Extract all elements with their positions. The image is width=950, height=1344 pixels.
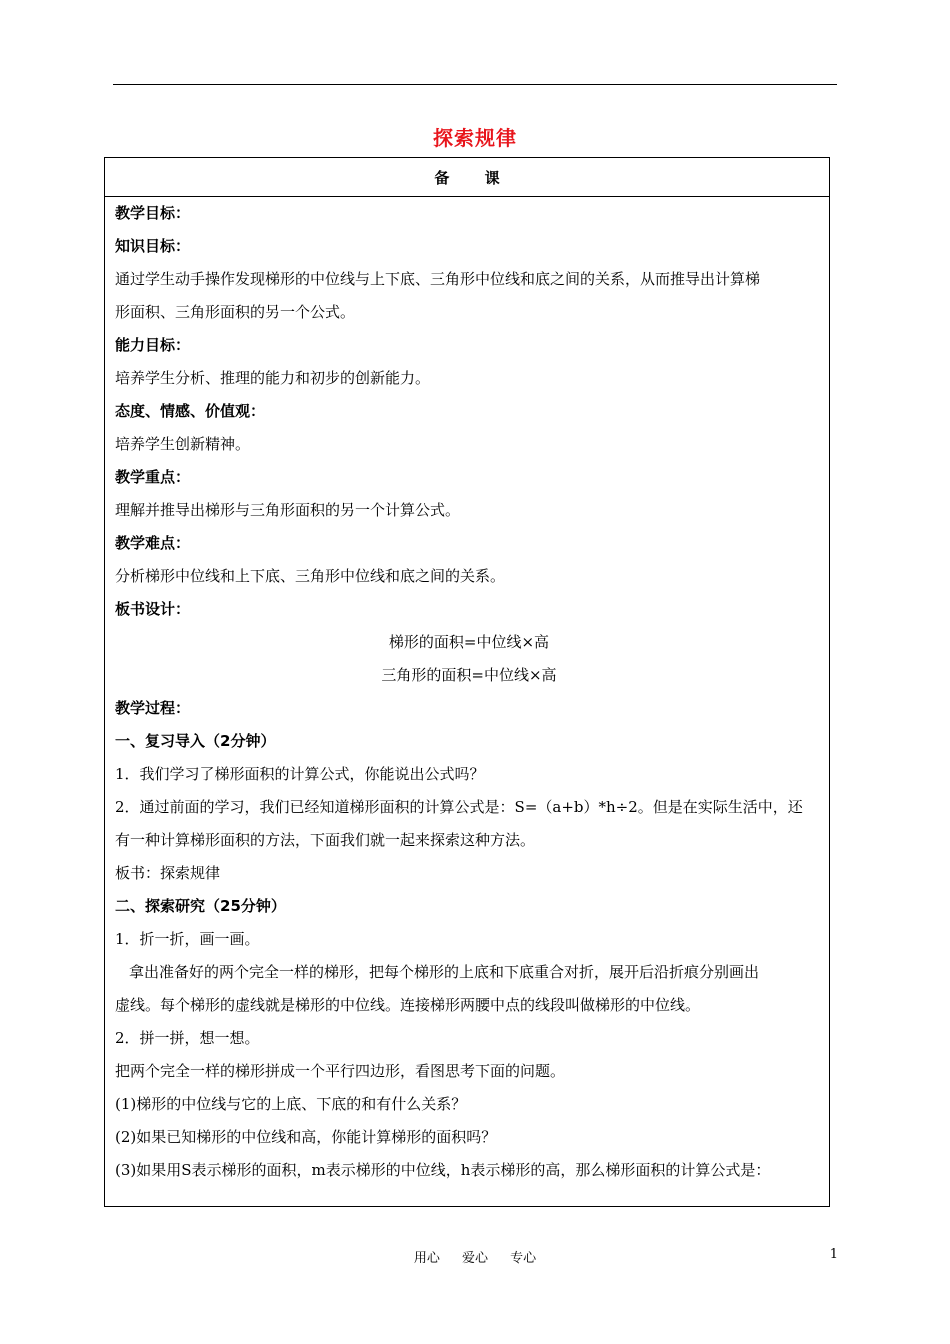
content-line: 虚线。每个梯形的虚线就是梯形的中位线。连接梯形两腰中点的线段叫做梯形的中位线。	[115, 996, 701, 1014]
content-line: 形面积、三角形面积的另一个公式。	[115, 303, 356, 321]
content-line: 有一种计算梯形面积的方法，下面我们就一起来探索这种方法。	[115, 831, 536, 849]
content-line: 拿出准备好的两个完全一样的梯形，把每个梯形的上底和下底重合对折，展开后沿折痕分别画出	[129, 963, 760, 981]
section-heading: 一、复习导入（2分钟）	[115, 732, 276, 750]
page-number: 1	[829, 1247, 838, 1262]
content-line: 培养学生分析、推理的能力和初步的创新能力。	[115, 369, 431, 387]
section-heading: 二、探索研究（25分钟）	[115, 897, 286, 915]
lesson-content	[105, 197, 829, 1187]
section-heading: 知识目标：	[115, 237, 191, 255]
content-line: (2)如果已知梯形的中位线和高，你能计算梯形的面积吗？	[115, 1128, 497, 1146]
content-line: 分析梯形中位线和上下底、三角形中位线和底之间的关系。	[115, 567, 506, 585]
section-heading: 能力目标：	[115, 336, 191, 354]
page-footer: 用心 爱心 专心	[413, 1251, 537, 1266]
content-line: 梯形的面积=中位线×高	[388, 633, 550, 651]
header-rule	[113, 84, 837, 85]
content-line: (3)如果用S表示梯形的面积，m表示梯形的中位线，h表示梯形的高，那么梯形面积的计算公式是：	[115, 1161, 771, 1179]
section-heading: 教学重点：	[115, 468, 191, 486]
content-line: 1．我们学习了梯形面积的计算公式，你能说出公式吗？	[115, 765, 485, 783]
content-line: 通过学生动手操作发现梯形的中位线与上下底、三角形中位线和底之间的关系，从而推导出计算梯	[115, 270, 761, 288]
document-title: 探索规律	[433, 126, 517, 150]
content-line: 理解并推导出梯形与三角形面积的另一个计算公式。	[115, 501, 461, 519]
content-line: 2．拼一拼，想一想。	[115, 1029, 260, 1047]
content-line: 1．折一折，画一画。	[115, 930, 260, 948]
content-line: 把两个完全一样的梯形拼成一个平行四边形，看图思考下面的问题。	[115, 1062, 566, 1080]
content-line: 培养学生创新精神。	[115, 435, 251, 453]
section-heading: 态度、情感、价值观：	[115, 402, 266, 420]
section-heading: 教学难点：	[115, 534, 191, 552]
content-line: 三角形的面积=中位线×高	[381, 666, 557, 684]
table-header: 备 课	[105, 158, 829, 197]
section-heading: 教学目标：	[115, 204, 191, 222]
content-line: 板书：探索规律	[115, 864, 221, 882]
section-heading: 板书设计：	[115, 600, 191, 618]
content-line: (1)梯形的中位线与它的上底、下底的和有什么关系？	[115, 1095, 467, 1113]
content-line: 2．通过前面的学习，我们已经知道梯形面积的计算公式是：S=（a+b）*h÷2。但是在实际生活中，还	[115, 798, 803, 816]
lesson-table	[104, 157, 830, 1207]
section-heading: 教学过程：	[115, 699, 191, 717]
